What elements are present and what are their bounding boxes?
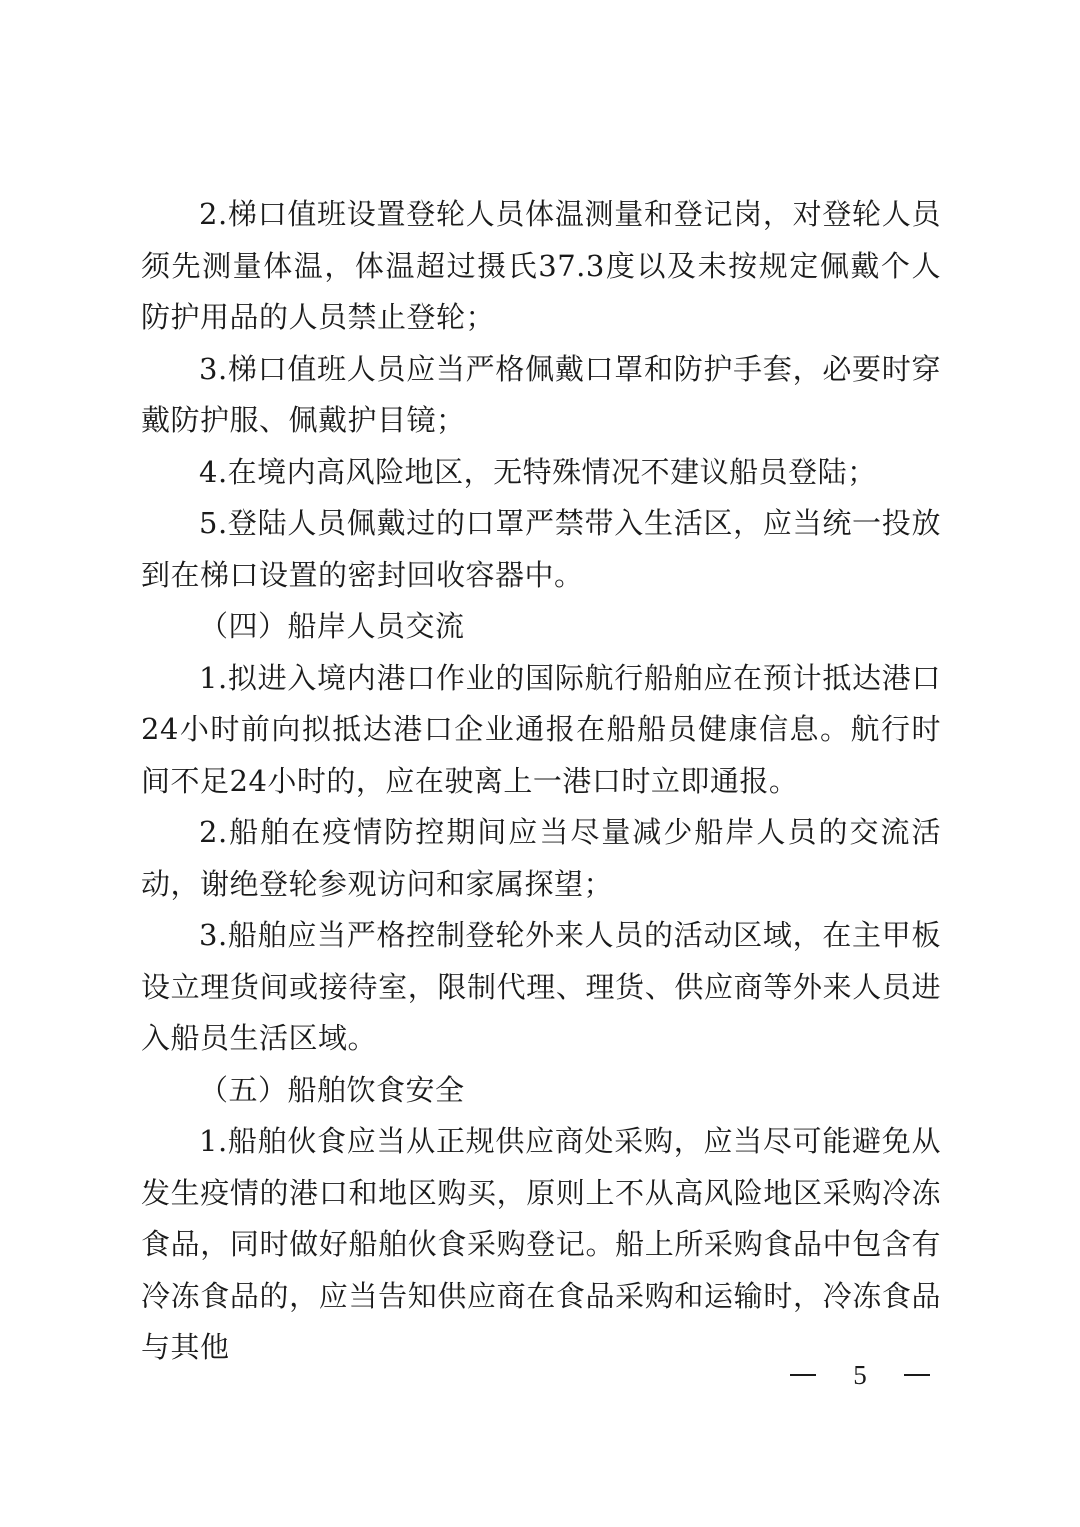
- paragraph-3-gangway-protection: 3.梯口值班人员应当严格佩戴口罩和防护手套，必要时穿戴防护服、佩戴护目镜；: [141, 351, 941, 437]
- paragraph-4-shore-leave: 4.在境内高风险地区，无特殊情况不建议船员登陆；: [199, 454, 877, 489]
- section-heading-ship-shore-exchange: （四）船岸人员交流: [199, 609, 465, 643]
- paragraph-5-mask-disposal: 5.登陆人员佩戴过的口罩严禁带入生活区，应当统一投放到在梯口设置的密封回收容器中。: [141, 506, 941, 592]
- paragraph-3-visitor-area: 3.船舶应当严格控制登轮外来人员的活动区域，在主甲板设立理货间或接待室，限制代理、理货、供应商等外来人员进入船员生活区域。: [141, 918, 941, 1055]
- paragraph-1-food-procurement: 1.船舶伙食应当从正规供应商处采购，应当尽可能避免从发生疫情的港口和地区购买，原则上不从高风险地区采购冷冻食品，同时做好船舶伙食采购登记。船上所采购食品中包含有冷冻食品的，应当告知供应商在食品采购和运输时，冷冻食品与其他: [141, 1124, 941, 1364]
- page-footer: [790, 1355, 930, 1395]
- page-number: 5: [853, 1359, 867, 1390]
- paragraph-2-temperature-check: 2.梯口值班设置登轮人员体温测量和登记岗，对登轮人员须先测量体温，体温超过摄氏37.3度以及未按规定佩戴个人防护用品的人员禁止登轮；: [141, 197, 941, 334]
- paragraph-2-reduce-exchange: 2.船舶在疫情防控期间应当尽量减少船岸人员的交流活动，谢绝登轮参观访问和家属探望；: [141, 815, 941, 901]
- section-heading-food-safety: （五）船舶饮食安全: [199, 1072, 465, 1107]
- left-dash: [790, 1374, 816, 1376]
- body-text: [141, 189, 941, 1374]
- right-dash: [904, 1374, 930, 1376]
- paragraph-1-health-report: 1.拟进入境内港口作业的国际航行船舶应在预计抵达港口24小时前向拟抵达港口企业通报在船船员健康信息。航行时间不足24小时的，应在驶离上一港口时立即通报。: [141, 660, 941, 798]
